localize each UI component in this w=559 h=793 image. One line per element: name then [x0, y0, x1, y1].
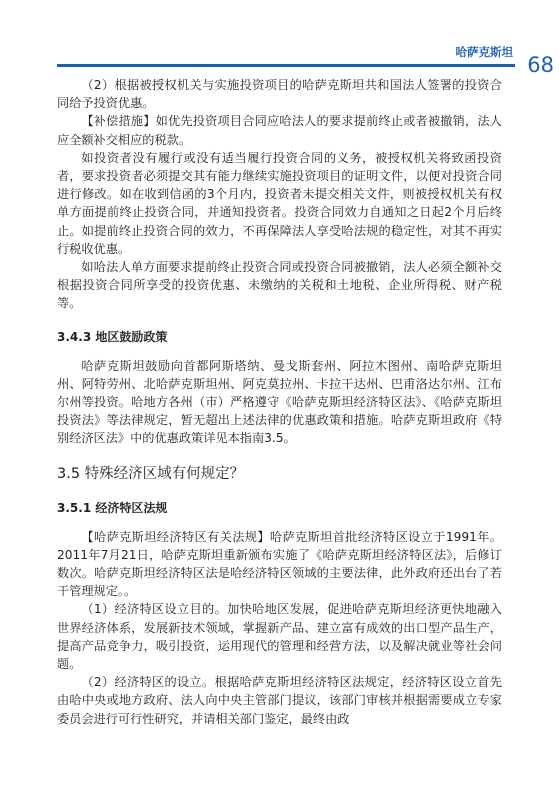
- section-heading-3-4-3: 3.4.3 地区鼓励政策: [57, 329, 168, 344]
- header-rule: [57, 64, 515, 67]
- section-heading-3-5-1: 3.5.1 经济特区法规: [57, 500, 168, 515]
- paragraph: 如投资者没有履行或没有适当履行投资合同的义务，被授权机关将致函投资者，要求投资者必须提交其有能力继续实施投资项目的证明文件，以便对投资合同进行修改。如在收到信函的3个月内，投资者未提交相关文件，则被授权机关有权单方面提前终止投资合同，并通知投资者。投资合同效力自通知之日起2个月后终止。如提前终止投资合同的效力，不再保障法人享受哈法规的稳定性，对其不再实行税收优惠。: [57, 150, 502, 256]
- page-body: [57, 76, 502, 728]
- page-number: 68: [527, 53, 554, 77]
- paragraph: （2）根据被授权机关与实施投资项目的哈萨克斯坦共和国法人签署的投资合同给予投资优惠。: [57, 78, 502, 111]
- paragraph: 【哈萨克斯坦经济特区有关法规】哈萨克斯坦首批经济特区设立于1991年。2011年7月21日，哈萨克斯坦重新颁布实施了《哈萨克斯坦经济特区法》，后修订数次。哈萨克斯坦经济特区法是哈经济特区领域的主要法律，此外政府还出台了若干管理规定。。: [57, 529, 502, 599]
- paragraph: 如哈法人单方面要求提前终止投资合同或投资合同被撤销，法人必须全额补交根据投资合同所享受的投资优惠、未缴纳的关税和土地税、企业所得税、财产税等。: [57, 260, 502, 311]
- section-heading-3-5: 3.5 特殊经济区域有何规定？: [57, 465, 245, 482]
- paragraph: 【补偿措施】如优先投资项目合同应哈法人的要求提前终止或者被撤销，法人应全额补交相应的税款。: [57, 114, 502, 147]
- paragraph: （2）经济特区的设立。根据哈萨克斯坦经济特区法规定，经济特区设立首先由哈中央或地方政府、法人向中央主管部门提议，该部门审核并根据需要成立专家委员会进行可行性研究，并请相关部门鉴定，最终由政: [57, 675, 502, 726]
- header-section-label: 哈萨克斯坦: [455, 45, 513, 59]
- paragraph: （1）经济特区设立目的。加快哈地区发展，促进哈萨克斯坦经济更快地融入世界经济体系，发展新技术领域，掌握新产品、建立富有成效的出口型产品生产，提高产品竞争力，吸引投资，运用现代的管理和经营方法，以及解决就业等社会问题。: [57, 602, 502, 672]
- paragraph: 哈萨克斯坦鼓励向首都阿斯塔纳、曼戈斯套州、阿拉木图州、南哈萨克斯坦州、阿特劳州、北哈萨克斯坦州、阿克莫拉州、卡拉干达州、巴甫洛达尔州、江布尔州等投资。哈地方各州（市）严格遵守《哈萨克斯坦经济特区法》、《哈萨克斯坦投资法》等法律规定，暂无超出上述法律的优惠政策和措施。哈萨克斯坦政府《特别经济区法》中的优惠政策详见本指南3.5。: [57, 358, 502, 446]
